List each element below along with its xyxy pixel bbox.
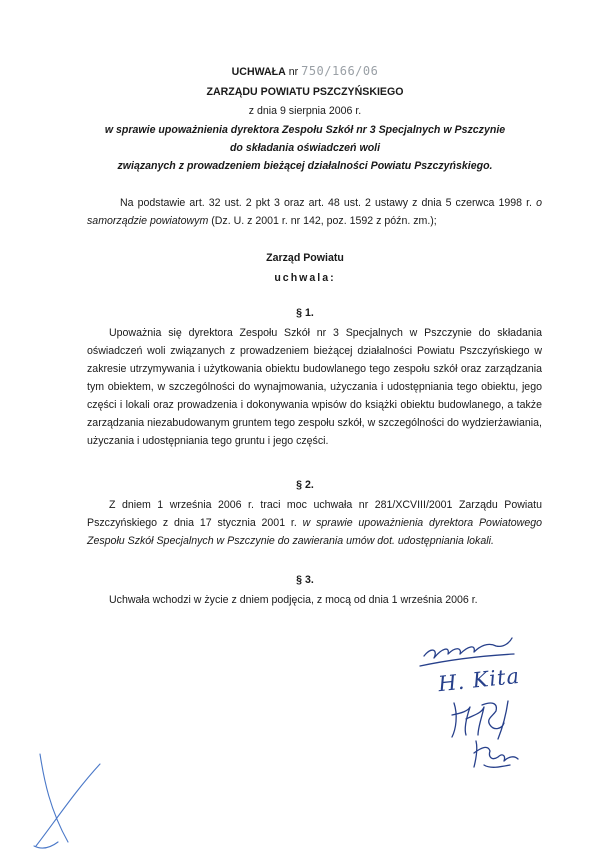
legal-basis-line-2 xyxy=(87,212,542,230)
resolution-number: 750/166/06 xyxy=(301,64,379,78)
act-name: samorządzie powiatowym xyxy=(87,215,209,227)
section-1-line: zarządzania niezabudowanym gruntem tego zespołu szkół, w szczególności do wydzierżawiania, xyxy=(87,417,542,429)
section-1-line: zakresie utrzymywania i użytkowania obiektu budowlanego tego zespołu szkół oraz zarządzania xyxy=(87,363,542,375)
resolves-verb: uchwala: xyxy=(274,272,336,284)
subject-line-1: w sprawie upoważnienia dyrektora Zespołu Szkół nr 3 Specjalnych w Pszczynie xyxy=(104,124,506,136)
section-3-heading: § 3. xyxy=(296,574,314,586)
section-1-line: użyczania i udostępniania tego gruntu i jego części. xyxy=(87,435,329,447)
section-1-line: oświadczeń woli związanych z prowadzeniem bieżącej działalności Powiatu Pszczyńskiego w xyxy=(87,345,542,357)
section-1-line: Upoważnia się dyrektora Zespołu Szkół nr 3 Specjalnych w Pszczynie do składania xyxy=(109,327,542,339)
section-1-line: tym obiektem, w szczególności do wynajmowania, użyczania i udostępniania tego obiektu, jego xyxy=(87,381,542,393)
section-1-heading: § 1. xyxy=(296,307,314,319)
resolution-date: z dnia 9 sierpnia 2006 r. xyxy=(248,105,362,117)
legal-basis-line-1 xyxy=(87,194,542,212)
legal-basis xyxy=(87,194,542,230)
signature-4 xyxy=(470,735,530,775)
corner-paraph-mark xyxy=(28,750,108,860)
legal-basis-text: Na podstawie art. 32 ust. 2 pkt 3 oraz art. 48 ust. 2 ustawy z dnia 5 czerwca 1998 r. xyxy=(120,197,533,209)
section-2-repeal-text: Pszczyńskiego z dnia 17 stycznia 2001 r. xyxy=(87,517,303,529)
section-2-line-2 xyxy=(87,514,542,532)
section-2-heading: § 2. xyxy=(296,479,314,491)
board-name: Zarząd Powiatu xyxy=(266,252,344,264)
number-prefix: nr xyxy=(288,66,299,78)
section-2-body xyxy=(87,496,542,550)
signature-2-text: H. Kita xyxy=(436,663,522,697)
subject-line-3: związanych z prowadzeniem bieżącej działalności Powiatu Pszczyńskiego. xyxy=(117,160,493,172)
section-2-line-3: Zespołu Szkół Specjalnych w Pszczynie do zawierania umów dot. udostępniania lokali. xyxy=(87,535,494,547)
issuer-name: ZARZĄDU POWIATU PSZCZYŃSKIEGO xyxy=(206,86,404,98)
section-2-repealed-title: w sprawie upoważnienia dyrektora Powiatowego xyxy=(302,517,543,529)
signature-2 xyxy=(436,663,538,698)
legal-basis-italic-o: o xyxy=(536,197,543,209)
resolution-label: UCHWAŁA xyxy=(231,66,286,78)
section-1-body xyxy=(87,324,542,450)
section-2-line-1: Z dniem 1 września 2006 r. traci moc uchwała nr 281/XCVIII/2001 Zarządu Powiatu xyxy=(109,499,542,511)
journal-reference: (Dz. U. z 2001 r. nr 142, poz. 1592 z późn. zm.); xyxy=(208,215,437,227)
section-1-line: części i lokali oraz prowadzenia i dokonywania wpisów do książki obiektu budowlanego, a także xyxy=(87,399,542,411)
section-3-body xyxy=(87,591,542,609)
resolution-title xyxy=(0,64,610,78)
section-3-line: Uchwała wchodzi w życie z dniem podjęcia, z mocą od dnia 1 września 2006 r. xyxy=(109,594,478,606)
subject-line-2: do składania oświadczeń woli xyxy=(229,142,381,154)
